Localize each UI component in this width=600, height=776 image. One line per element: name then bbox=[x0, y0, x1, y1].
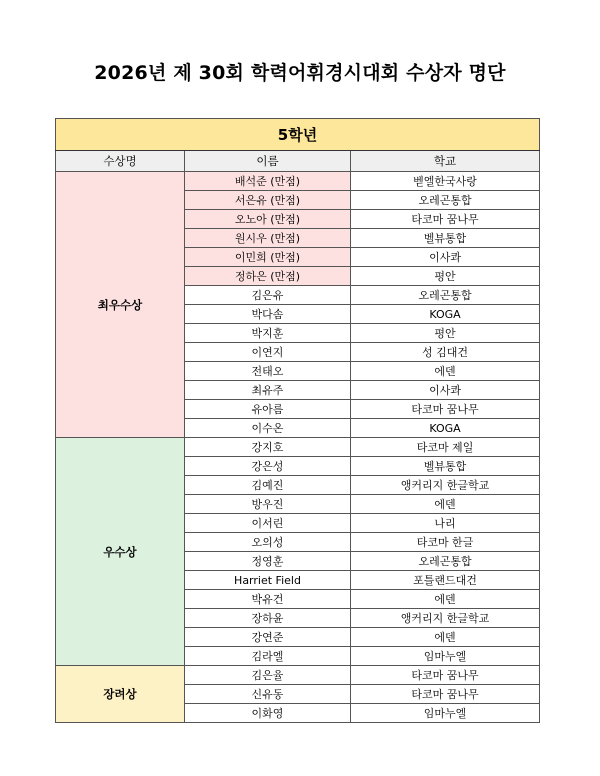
recipient-school: 오레곤통합 bbox=[351, 552, 540, 571]
recipient-name: 이연지 bbox=[185, 343, 351, 362]
recipient-name: 박유건 bbox=[185, 590, 351, 609]
recipient-school: 이사콰 bbox=[351, 381, 540, 400]
recipient-school: 타코마 꿈나무 bbox=[351, 400, 540, 419]
recipient-school: 에덴 bbox=[351, 362, 540, 381]
recipient-name: 서은유 (만점) bbox=[185, 191, 351, 210]
recipient-school: 앵커리지 한글학교 bbox=[351, 476, 540, 495]
table-row bbox=[56, 438, 540, 457]
column-header-school: 학교 bbox=[351, 151, 540, 172]
recipient-name: 배석준 (만점) bbox=[185, 172, 351, 191]
recipient-school: 앵커리지 한글학교 bbox=[351, 609, 540, 628]
recipient-school: 타코마 한글 bbox=[351, 533, 540, 552]
recipient-name: 김예진 bbox=[185, 476, 351, 495]
awards-table bbox=[55, 118, 540, 723]
award-category: 우수상 bbox=[56, 438, 185, 666]
recipient-name: 강연준 bbox=[185, 628, 351, 647]
recipient-school: 임마누엘 bbox=[351, 704, 540, 723]
recipient-school: 임마누엘 bbox=[351, 647, 540, 666]
recipient-school: 에덴 bbox=[351, 590, 540, 609]
page-title: 2026년 제 30회 학력어휘경시대회 수상자 명단 bbox=[94, 62, 506, 84]
recipient-name: 신유동 bbox=[185, 685, 351, 704]
recipient-school: 오레곤통합 bbox=[351, 191, 540, 210]
recipient-name: 방우진 bbox=[185, 495, 351, 514]
column-header-name: 이름 bbox=[185, 151, 351, 172]
recipient-school: 벧엘한국사랑 bbox=[351, 172, 540, 191]
recipient-school: KOGA bbox=[351, 419, 540, 438]
recipient-school: 벨뷰통합 bbox=[351, 229, 540, 248]
recipient-name: 박지훈 bbox=[185, 324, 351, 343]
recipient-name: 박다솜 bbox=[185, 305, 351, 324]
recipient-school: 평안 bbox=[351, 324, 540, 343]
recipient-name: 강은성 bbox=[185, 457, 351, 476]
recipient-school: 에덴 bbox=[351, 628, 540, 647]
recipient-name: 오노아 (만점) bbox=[185, 210, 351, 229]
recipient-name: 이화영 bbox=[185, 704, 351, 723]
recipient-school: 성 김대건 bbox=[351, 343, 540, 362]
recipient-name: 오의성 bbox=[185, 533, 351, 552]
recipient-name: 이수온 bbox=[185, 419, 351, 438]
recipient-school: KOGA bbox=[351, 305, 540, 324]
award-category: 장려상 bbox=[56, 666, 185, 723]
recipient-school: 포틀랜드대건 bbox=[351, 571, 540, 590]
recipient-name: 원시우 (만점) bbox=[185, 229, 351, 248]
recipient-name: 최유주 bbox=[185, 381, 351, 400]
recipient-name: 정하은 (만점) bbox=[185, 267, 351, 286]
recipient-school: 타코마 꿈나무 bbox=[351, 210, 540, 229]
recipient-name: 장하윤 bbox=[185, 609, 351, 628]
column-header-award: 수상명 bbox=[56, 151, 185, 172]
recipient-name: 김은유 bbox=[185, 286, 351, 305]
recipient-name: Harriet Field bbox=[185, 571, 351, 590]
recipient-name: 유아름 bbox=[185, 400, 351, 419]
recipient-school: 오레곤통합 bbox=[351, 286, 540, 305]
recipient-name: 강지호 bbox=[185, 438, 351, 457]
recipient-name: 김라엘 bbox=[185, 647, 351, 666]
recipient-school: 타코마 꿈나무 bbox=[351, 685, 540, 704]
recipient-name: 정영훈 bbox=[185, 552, 351, 571]
recipient-school: 평안 bbox=[351, 267, 540, 286]
table-row bbox=[56, 666, 540, 685]
award-category: 최우수상 bbox=[56, 172, 185, 438]
awards-table-body bbox=[56, 172, 540, 723]
recipient-school: 타코마 꿈나무 bbox=[351, 666, 540, 685]
recipient-school: 이사콰 bbox=[351, 248, 540, 267]
recipient-school: 벨뷰통합 bbox=[351, 457, 540, 476]
recipient-school: 나리 bbox=[351, 514, 540, 533]
recipient-name: 이서린 bbox=[185, 514, 351, 533]
recipient-school: 타코마 제일 bbox=[351, 438, 540, 457]
recipient-school: 에덴 bbox=[351, 495, 540, 514]
table-row bbox=[56, 172, 540, 191]
recipient-name: 이민희 (만점) bbox=[185, 248, 351, 267]
grade-header: 5학년 bbox=[56, 119, 540, 151]
recipient-name: 전태오 bbox=[185, 362, 351, 381]
recipient-name: 김은율 bbox=[185, 666, 351, 685]
